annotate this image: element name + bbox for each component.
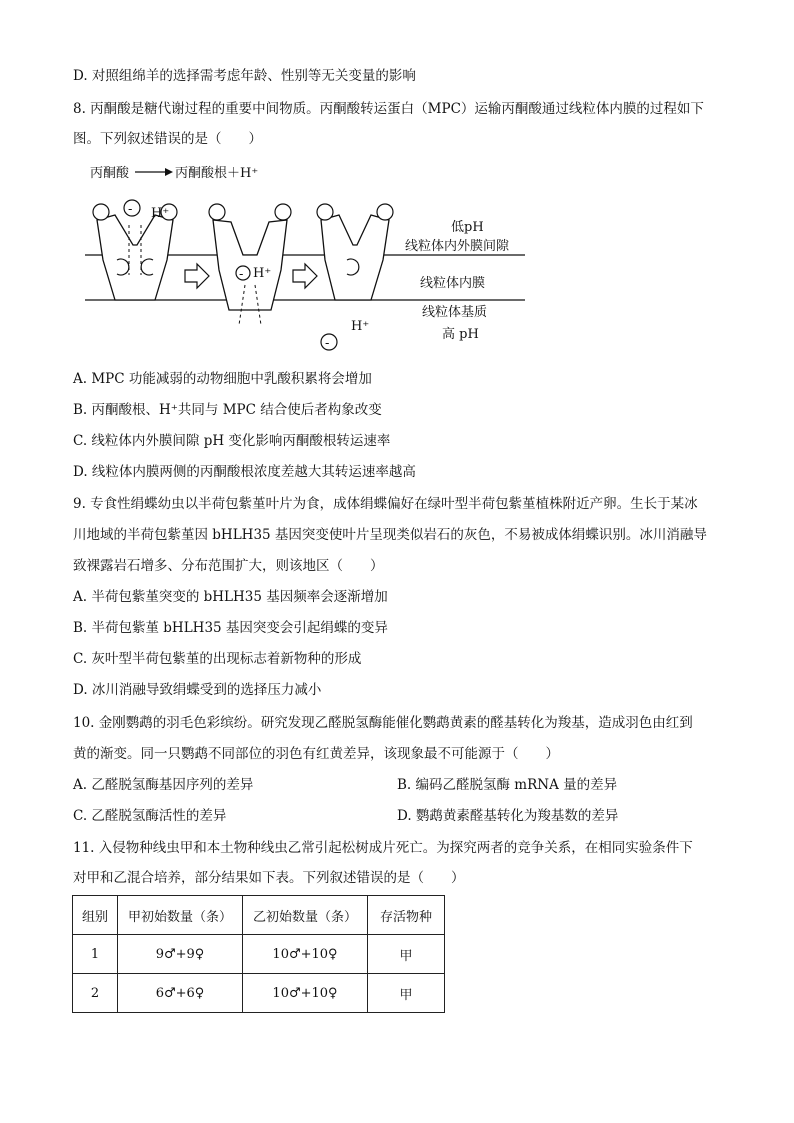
q11-stem-line1: 11. 入侵物种线虫甲和本土物种线虫乙常引起松树成片死亡。为探究两者的竞争关系，在相同实验条件下 xyxy=(73,840,693,856)
h-plus-label-bound: H⁺ xyxy=(253,266,272,281)
q8-stem-line2: 图。下列叙述错误的是（ ） xyxy=(73,131,262,147)
table-cell: 6♂+6♀ xyxy=(118,974,243,1013)
mpc-protein-2 xyxy=(209,204,291,325)
label-inner-membrane: 线粒体内膜 xyxy=(420,276,486,291)
table-row xyxy=(73,935,445,974)
q10-option-a: A. 乙醛脱氢酶基因序列的差异 xyxy=(73,777,254,793)
table-header-cell: 甲初始数量（条） xyxy=(118,896,243,935)
table-header-cell: 组别 xyxy=(73,896,118,935)
table-cell: 9♂+9♀ xyxy=(118,935,243,974)
q11-stem-line2: 对甲和乙混合培养，部分结果如下表。下列叙述错误的是（ ） xyxy=(73,870,465,886)
q8-option-c: C. 线粒体内外膜间隙 pH 变化影响丙酮酸根转运速率 xyxy=(73,433,391,449)
reaction-pyruvic-acid: 丙酮酸 xyxy=(90,166,130,181)
table-header-row xyxy=(73,896,445,935)
q10-stem-line1: 10. 金刚鹦鹉的羽毛色彩缤纷。研究发现乙醛脱氢酶能催化鹦鹉黄素的醛基转化为羧基，造成羽色由红到 xyxy=(73,715,693,731)
mpc-transport-diagram xyxy=(85,160,525,360)
table-cell: 10♂+10♀ xyxy=(243,935,368,974)
q9-option-b: B. 半荷包紫堇 bHLH35 基因突变会引起绢蝶的变异 xyxy=(73,620,388,636)
table-cell: 1 xyxy=(73,935,118,974)
reaction-arrowhead xyxy=(165,168,173,176)
q10-stem-line2: 黄的渐变。同一只鹦鹉不同部位的羽色有红黄差异，该现象最不可能源于（ ） xyxy=(73,746,559,762)
table-header-cell: 乙初始数量（条） xyxy=(243,896,368,935)
h-plus-label-1: H⁺ xyxy=(151,206,170,221)
table-header-cell: 存活物种 xyxy=(368,896,445,935)
label-intermembrane-space: 线粒体内外膜间隙 xyxy=(405,239,510,254)
q9-stem-line2: 川地域的半荷包紫堇因 bHLH35 基因突变使叶片呈现类似岩石的灰色，不易被成体绢蝶识别。冰川消融导 xyxy=(73,527,707,543)
table-cell: 甲 xyxy=(368,974,445,1013)
q8-option-d: D. 线粒体内膜两侧的丙酮酸根浓度差越大其转运速率越高 xyxy=(73,464,416,480)
label-low-ph: 低pH xyxy=(451,220,484,235)
table-cell: 10♂+10♀ xyxy=(243,974,368,1013)
q8-option-a: A. MPC 功能减弱的动物细胞中乳酸积累将会增加 xyxy=(73,371,372,387)
h-plus-label-released: H⁺ xyxy=(351,319,370,334)
pyruvate-ion-1-sign: - xyxy=(128,202,133,217)
pyruvate-ion-bound-sign: - xyxy=(239,267,244,282)
table-cell: 2 xyxy=(73,974,118,1013)
q9-option-a: A. 半荷包紫堇突变的 bHLH35 基因频率会逐渐增加 xyxy=(73,589,388,605)
q9-stem-line1: 9. 专食性绢蝶幼虫以半荷包紫堇叶片为食，成体绢蝶偏好在绿叶型半荷包紫堇植株附近产卵。生长于某冰 xyxy=(73,496,698,512)
q9-option-c: C. 灰叶型半荷包紫堇的出现标志着新物种的形成 xyxy=(73,651,362,667)
label-high-ph: 高 pH xyxy=(442,327,479,342)
q8-option-b: B. 丙酮酸根、H⁺共同与 MPC 结合使后者构象改变 xyxy=(73,402,382,418)
q10-option-b: B. 编码乙醛脱氢酶 mRNA 量的差异 xyxy=(397,777,618,793)
q9-stem-line3: 致裸露岩石增多、分布范围扩大，则该地区（ ） xyxy=(73,558,384,574)
table-cell: 甲 xyxy=(368,935,445,974)
transition-arrow-1 xyxy=(185,264,209,288)
table-row xyxy=(73,974,445,1013)
q10-option-c: C. 乙醛脱氢酶活性的差异 xyxy=(73,808,227,824)
q10-option-d: D. 鹦鹉黄素醛基转化为羧基数的差异 xyxy=(397,808,619,824)
q7-option-d: D. 对照组绵羊的选择需考虑年龄、性别等无关变量的影响 xyxy=(73,68,416,84)
q9-option-d: D. 冰川消融导致绢蝶受到的选择压力减小 xyxy=(73,682,322,698)
pyruvate-ion-released-sign: - xyxy=(325,336,330,351)
reaction-pyruvate-h: 丙酮酸根＋H⁺ xyxy=(175,166,259,181)
transition-arrow-2 xyxy=(293,264,317,288)
label-matrix: 线粒体基质 xyxy=(422,305,488,320)
q8-stem-line1: 8. 丙酮酸是糖代谢过程的重要中间物质。丙酮酸转运蛋白（MPC）运输丙酮酸通过线粒体内膜的过程如下 xyxy=(73,101,704,117)
mpc-protein-3 xyxy=(317,204,393,300)
q11-results-table xyxy=(72,895,445,1013)
